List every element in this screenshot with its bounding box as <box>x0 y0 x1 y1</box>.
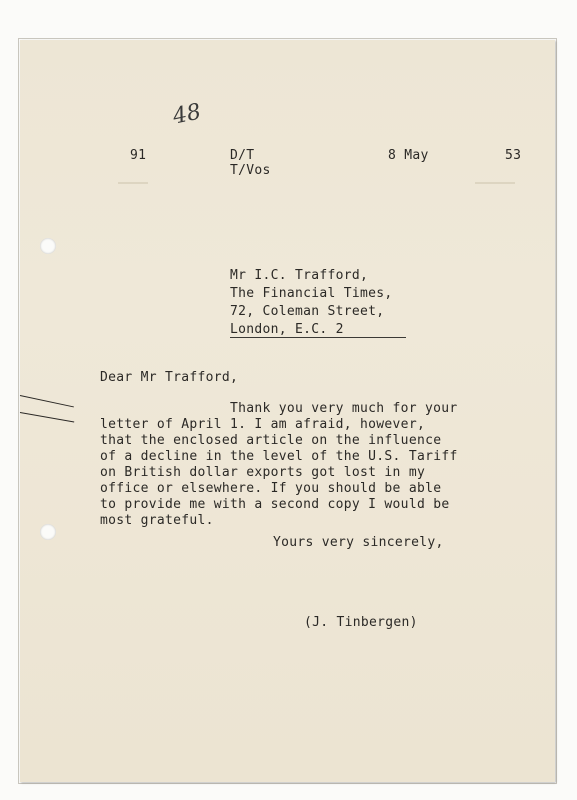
body-line: Thank you very much for your <box>230 401 458 416</box>
recipient-name: Mr I.C. Trafford, <box>230 268 369 283</box>
letter-page <box>20 40 555 782</box>
body-line: most grateful. <box>100 513 214 528</box>
letter-year: 53 <box>505 148 522 163</box>
faint-mark <box>475 182 515 184</box>
punch-hole-bottom <box>40 524 56 540</box>
letter-date: 8 May <box>388 148 429 163</box>
body-line: office or elsewhere. If you should be able <box>100 481 442 496</box>
recipient-organisation: The Financial Times, <box>230 286 393 301</box>
address-underline <box>230 337 406 338</box>
punch-hole-top <box>40 238 56 254</box>
reference-number: 91 <box>130 148 147 163</box>
body-line: letter of April 1. I am afraid, however, <box>100 417 426 432</box>
margin-pen-mark <box>20 395 74 407</box>
body-line: of a decline in the level of the U.S. Tariff <box>100 449 458 464</box>
reference-code-1: D/T <box>230 148 255 163</box>
handwritten-number: 48 <box>170 99 204 130</box>
closing: Yours very sincerely, <box>273 535 444 550</box>
reference-code-2: T/Vos <box>230 163 271 178</box>
margin-pen-mark <box>20 412 74 423</box>
faint-mark <box>118 182 148 184</box>
body-line: that the enclosed article on the influence <box>100 433 442 448</box>
recipient-city: London, E.C. 2 <box>230 322 344 337</box>
body-line: on British dollar exports got lost in my <box>100 465 426 480</box>
body-line: to provide me with a second copy I would be <box>100 497 450 512</box>
signature-name: (J. Tinbergen) <box>304 615 418 630</box>
recipient-street: 72, Coleman Street, <box>230 304 385 319</box>
salutation: Dear Mr Trafford, <box>100 370 239 385</box>
